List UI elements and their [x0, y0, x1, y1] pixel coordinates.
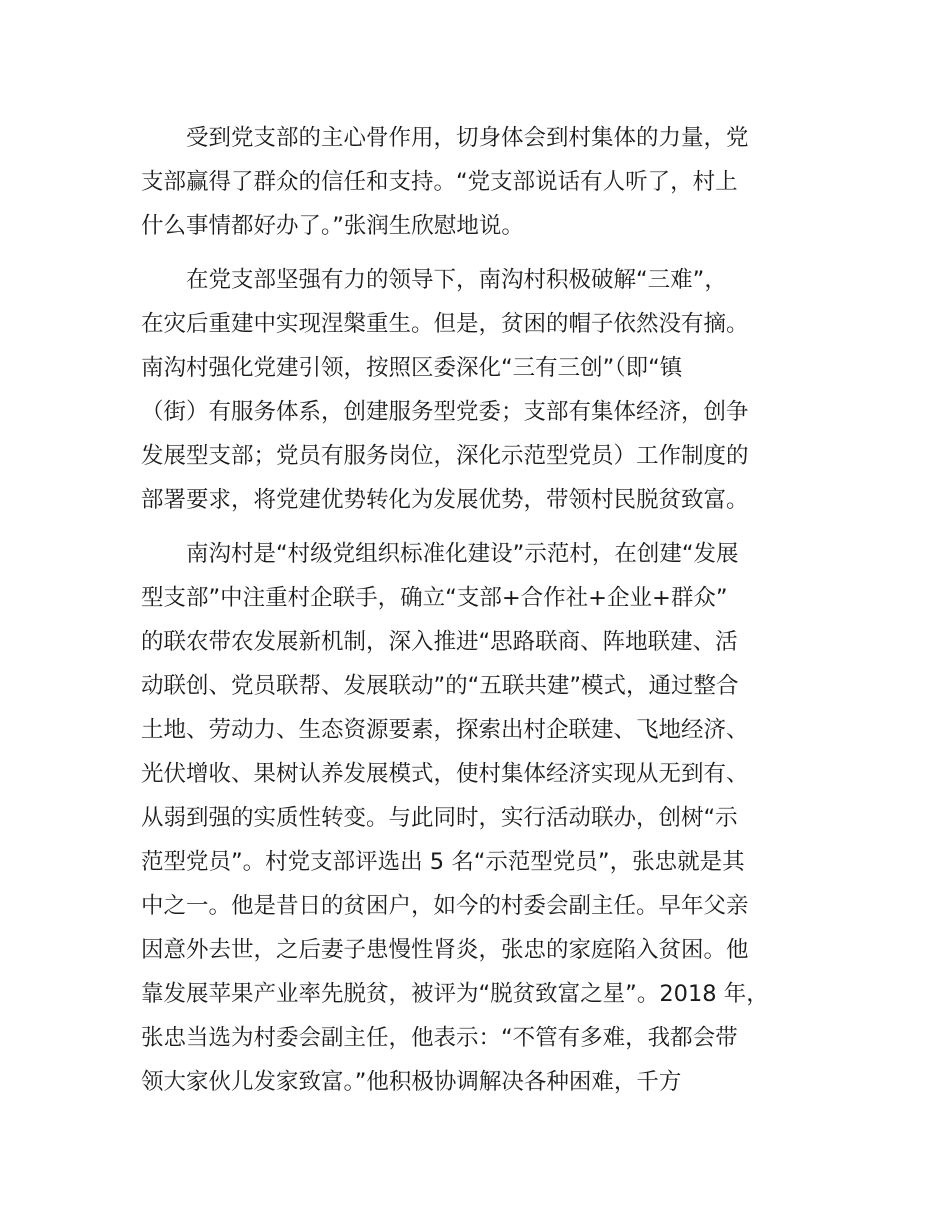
text-line: 在灾后重建中实现涅槃重生。但是，贫困的帽子依然没有摘。 — [141, 311, 749, 337]
text-line: 受到党支部的主心骨作用，切身体会到村集体的力量，党 — [186, 125, 749, 151]
text-line: 支部赢得了群众的信任和支持。“党支部说话有人听了，村上 — [141, 169, 738, 195]
text-line: 在党支部坚强有力的领导下，南沟村积极破解“三难”， — [186, 267, 727, 293]
text-line: 范型党员”。村党支部评选出 5 名“示范型党员”，张忠就是其 — [141, 849, 745, 875]
text-line: 中之一。他是昔日的贫困户，如今的村委会副主任。早年父亲 — [141, 893, 749, 919]
text-line: 部署要求，将党建优势转化为发展优势，带领村民脱贫致富。 — [141, 487, 749, 513]
text-line: 因意外去世，之后妻子患慢性肾炎，张忠的家庭陷入贫困。他 — [141, 937, 749, 963]
text-line: 领大家伙儿发家致富。”他积极协调解决各种困难，千方 — [141, 1069, 682, 1095]
text-line: 南沟村是“村级党组织标准化建设”示范村，在创建“发展 — [186, 541, 739, 567]
text-line: 发展型支部；党员有服务岗位，深化示范型党员）工作制度的 — [141, 443, 749, 469]
document-page — [141, 116, 821, 1104]
paragraph-2 — [141, 258, 821, 522]
text-line: 的联农带农发展新机制，深入推进“思路联商、阵地联建、活 — [141, 629, 738, 655]
text-line: （街）有服务体系，创建服务型党委；支部有集体经济，创争 — [141, 399, 749, 425]
text-line: 土地、劳动力、生态资源要素，探索出村企联建、飞地经济、 — [141, 717, 749, 743]
text-line: 南沟村强化党建引领，按照区委深化“三有三创”（即“镇 — [141, 355, 683, 381]
text-line: 动联创、党员联帮、发展联动”的“五联共建”模式，通过整合 — [141, 673, 739, 699]
text-line: 型支部”中注重村企联手，确立“支部+合作社+企业+群众” — [141, 585, 728, 611]
text-line: 张忠当选为村委会副主任，他表示：“不管有多难，我都会带 — [141, 1025, 738, 1051]
text-line: 从弱到强的实质性转变。与此同时，实行活动联办，创树“示 — [141, 805, 738, 831]
paragraph-3 — [141, 532, 821, 1104]
text-line: 光伏增收、果树认养发展模式，使村集体经济实现从无到有、 — [141, 761, 749, 787]
paragraph-1 — [141, 116, 821, 248]
text-line: 什么事情都好办了。”张润生欣慰地说。 — [141, 213, 524, 239]
text-line: 靠发展苹果产业率先脱贫，被评为“脱贫致富之星”。2018 年， — [141, 981, 769, 1007]
